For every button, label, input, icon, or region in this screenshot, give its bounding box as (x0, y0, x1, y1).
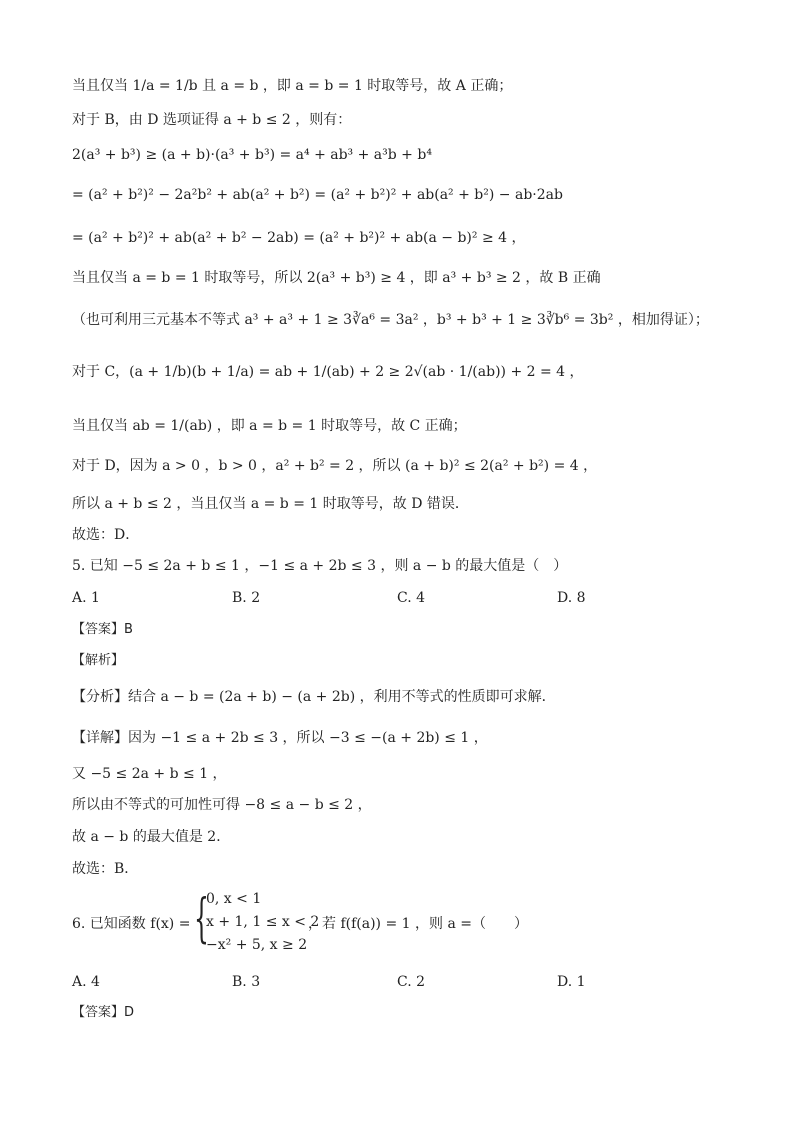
text-line-b-alternative: （也可利用三元基本不等式 a³ + a³ + 1 ≥ 3∛a⁶ = 3a² ，b³ + b³ + 1 ≥ 3∛b⁶ = 3b² ，相加得证）； (72, 312, 709, 328)
text-line-a-condition: 当且仅当 1/a = 1/b 且 a = b ，即 a = b = 1 时取等号，故 A 正确； (72, 78, 513, 94)
text-line-answer-d: 故选：D． (72, 527, 140, 543)
text-line-b-conclusion: 当且仅当 a = b = 1 时取等号，所以 2(a³ + b³) ≥ 4 ，即 a³ + b³ ≥ 2 ，故 B 正确 (72, 270, 601, 286)
equation-line-1: 2(a³ + b³) ≥ (a + b)·(a³ + b³) = a⁴ + ab³ + a³b + b⁴ (72, 147, 432, 163)
q6-option-c: C. 2 (397, 974, 426, 990)
q5-detail-line-4: 故 a − b 的最大值是 2． (72, 829, 231, 845)
q5-answer-label: 【答案】B (72, 622, 133, 637)
q6-option-a: A. 4 (72, 974, 100, 990)
equation-line-3: = (a² + b²)² + ab(a² + b² − 2ab) = (a² + b²)² + ab(a − b)² ≥ 4 ， (72, 230, 526, 246)
q5-detail-line-5: 故选：B． (72, 861, 139, 877)
q6-brace: { (194, 889, 209, 949)
q6-case-3: −x² + 5, x ≥ 2 (206, 937, 308, 953)
q5-option-b: B. 2 (232, 590, 261, 606)
q5-analysis-label: 【解析】 (72, 653, 125, 668)
q5-detail-line-3: 所以由不等式的可加性可得 −8 ≤ a − b ≤ 2 ， (72, 797, 372, 813)
text-line-d-intro: 对于 D，因为 a > 0 ，b > 0 ，a² + b² = 2 ，所以 (a + b)² ≤ 2(a² + b²) = 4 ， (72, 458, 598, 474)
q5-option-a: A. 1 (72, 590, 100, 606)
q6-suffix: ，若 f(f(a)) = 1 ，则 a =（ ） (308, 916, 528, 932)
q6-option-b: B. 3 (232, 974, 261, 990)
text-line-d-conclusion: 所以 a + b ≤ 2 ，当且仅当 a = b = 1 时取等号，故 D 错误． (72, 496, 469, 512)
q5-option-c: C. 4 (397, 590, 426, 606)
q6-case-2: x + 1, 1 ≤ x < 2 (206, 914, 320, 930)
q6-prefix: 6. 已知函数 f(x) = (72, 916, 191, 932)
question-5-stem: 5. 已知 −5 ≤ 2a + b ≤ 1 ，−1 ≤ a + 2b ≤ 3 ，则 a − b 的最大值是（ ） (72, 558, 568, 574)
text-line-c-conclusion: 当且仅当 ab = 1/(ab) ，即 a = b = 1 时取等号，故 C 正确； (72, 418, 467, 434)
q5-detail-line-2: 又 −5 ≤ 2a + b ≤ 1 ， (72, 766, 227, 782)
q5-option-d: D. 8 (557, 590, 586, 606)
text-line-c-inequality: 对于 C，(a + 1/b)(b + 1/a) = ab + 1/(ab) + 2 ≥ 2√(ab · 1/(ab)) + 2 = 4 ， (72, 364, 584, 380)
q6-answer-label: 【答案】D (72, 1005, 135, 1020)
q6-option-d: D. 1 (557, 974, 586, 990)
q6-case-1: 0, x < 1 (206, 891, 262, 907)
q5-fenxi: 【分析】结合 a − b = (2a + b) − (a + 2b) ，利用不等式的性质即可求解． (72, 689, 556, 705)
q6-cases (206, 888, 319, 957)
question-6-stem (72, 888, 722, 958)
text-line-b-intro: 对于 B，由 D 选项证得 a + b ≤ 2 ，则有： (72, 112, 352, 128)
q5-detail-line-1: 【详解】因为 −1 ≤ a + 2b ≤ 3 ，所以 −3 ≤ −(a + 2b) ≤ 1 ， (72, 730, 488, 746)
equation-line-2: = (a² + b²)² − 2a²b² + ab(a² + b²) = (a² + b²)² + ab(a² + b²) − ab·2ab (72, 187, 563, 203)
